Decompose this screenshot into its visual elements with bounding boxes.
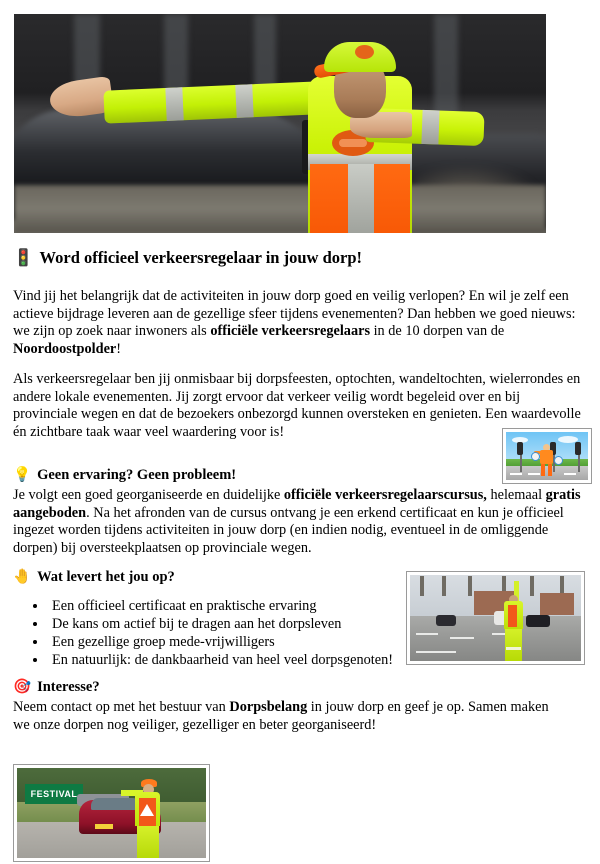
- contact-bold-1: Dorpsbelang: [229, 699, 308, 715]
- list-item: • De kans om actief bij te dragen aan het dorpsleven: [48, 615, 428, 633]
- cartoon-person-leg: [541, 464, 545, 476]
- course-text-2: helemaal: [486, 487, 546, 503]
- cartoon-inner: [506, 432, 588, 480]
- section-heading-wat-levert: [13, 569, 175, 586]
- hero-photo-traffic-controller: [14, 14, 546, 233]
- course-text-1: Je volgt een goed georganiseerde en duidelijke: [13, 487, 284, 503]
- page-title-text: Word officieel verkeersregelaar in jouw dorp!: [39, 248, 362, 267]
- festival-sign-text: FESTIVAL: [30, 789, 78, 799]
- cartoon-road-marking: [510, 473, 522, 475]
- road-photo-car: [526, 615, 550, 627]
- section-heading-geen-ervaring: [13, 467, 236, 484]
- hero-reflective-stripe: [235, 84, 253, 118]
- list-item: • Een gezellige groep mede-vrijwilligers: [48, 633, 428, 651]
- contact-text-1: Neem contact op met het bestuur van: [13, 699, 230, 715]
- intro-bold-2: Noordoostpolder: [13, 340, 117, 357]
- cartoon-traffic-light: [575, 442, 581, 455]
- intro-text-1: Vind jij het belangrijk dat de activiteiten in jouw dorp goed en veilig verlopen? En wil je zelf een actieve bijdrage leveren aan de gezellige sfeer tijdens evenementen? Dan hebben we goed nieuws: we zijn op zoek naar inwoners als: [13, 288, 576, 340]
- course-paragraph: [13, 487, 583, 557]
- cartoon-stop-sign: [531, 452, 540, 461]
- traffic-light-icon: 🚦: [13, 248, 34, 267]
- road-photo-car: [436, 615, 456, 626]
- road-photo-house: [540, 593, 574, 615]
- section-heading-text: Interesse?: [37, 679, 100, 695]
- festival-car-licence-plate: [95, 824, 113, 829]
- benefits-list: [13, 597, 428, 669]
- hero-reflective-stripe: [421, 110, 439, 145]
- road-photo-tree: [420, 576, 424, 597]
- course-bold-2: gratis aangeboden: [13, 487, 581, 521]
- intro-text-2: in de 10 dorpen van de: [370, 323, 505, 340]
- hero-scene: [14, 14, 546, 233]
- course-text-3: . Na het afronden van de cursus ontvang je een erkend certificaat en kun je officieel ingezet worden tijdens activiteiten in jouw dorp (en indien nodig, eventueel in de omliggende dorpen) bij oversteekplaatsen op provinciale wegen.: [13, 504, 564, 556]
- cartoon-road-marking: [528, 473, 540, 475]
- list-item: • Een officieel certificaat en praktische ervaring: [48, 597, 428, 615]
- hero-reflective-stripe: [165, 87, 183, 121]
- light-bulb-icon: 💡: [13, 467, 32, 483]
- road-photo-tree: [468, 576, 472, 597]
- road-photo-lane-marking: [416, 633, 438, 635]
- festival-sign: [25, 784, 83, 804]
- intro-text-3: !: [116, 340, 122, 357]
- festival-worker-legs: [137, 826, 159, 858]
- cartoon-crossing-illustration: [502, 428, 592, 484]
- hero-ground: [14, 185, 546, 233]
- intro-paragraph: [13, 288, 578, 358]
- road-photo-worker-reflective-stripe: [506, 647, 521, 650]
- festival-photo-inner: [17, 768, 206, 858]
- hero-reflective-stripe: [348, 164, 374, 233]
- road-photo-lane-marking: [416, 651, 456, 653]
- cartoon-traffic-light: [517, 442, 523, 455]
- road-photo-tree: [530, 576, 534, 597]
- section-heading-text: Wat levert het jou op?: [37, 569, 175, 585]
- cartoon-stop-sign: [554, 456, 563, 465]
- hero-cap-logo: [355, 45, 374, 59]
- section-heading-interesse: [13, 679, 100, 696]
- festival-worker-vest-triangle: [140, 804, 154, 816]
- road-photo-lane-marking: [450, 637, 474, 639]
- list-item: • En natuurlijk: de dankbaarheid van heel veel dorpsgenoten!: [48, 651, 428, 669]
- section-heading-text: Geen ervaring? Geen probleem!: [37, 467, 237, 483]
- dart-target-icon: 🎯: [13, 679, 32, 695]
- course-bold-1: officiële verkeersregelaarscursus,: [283, 487, 487, 503]
- cartoon-road-marking: [564, 473, 576, 475]
- road-photo-traffic-controller: [406, 571, 585, 665]
- cartoon-person-leg: [548, 464, 552, 476]
- road-photo-tree: [442, 576, 446, 597]
- contact-paragraph: [13, 699, 568, 734]
- page-title: [13, 248, 362, 268]
- road-photo-worker-legs: [505, 629, 522, 661]
- road-photo-inner: [410, 575, 581, 661]
- road-photo-worker-vest: [508, 605, 517, 627]
- raised-hand-icon: 🤚: [13, 569, 32, 585]
- festival-photo-traffic-controller: [13, 764, 210, 862]
- intro-bold-1: officiële verkeersregelaars: [210, 323, 371, 340]
- role-paragraph: Als verkeersregelaar ben jij onmisbaar bij dorpsfeesten, optochten, wandeltochten, wielerrondes en andere lokale evenementen. Jij zorgt ervoor dat verkeer veilig wordt begeleid over en bij provinciale wegen en dat de bezoekers onbezorgd kunnen oversteken en genieten. Een waardevolle én zichtbare taak waar veel waardering voor is!: [13, 371, 581, 440]
- contact-text-2: in jouw dorp en geef je op. Samen maken we onze dorpen nog veiliger, gezelliger en beter georganiseerd!: [13, 699, 549, 733]
